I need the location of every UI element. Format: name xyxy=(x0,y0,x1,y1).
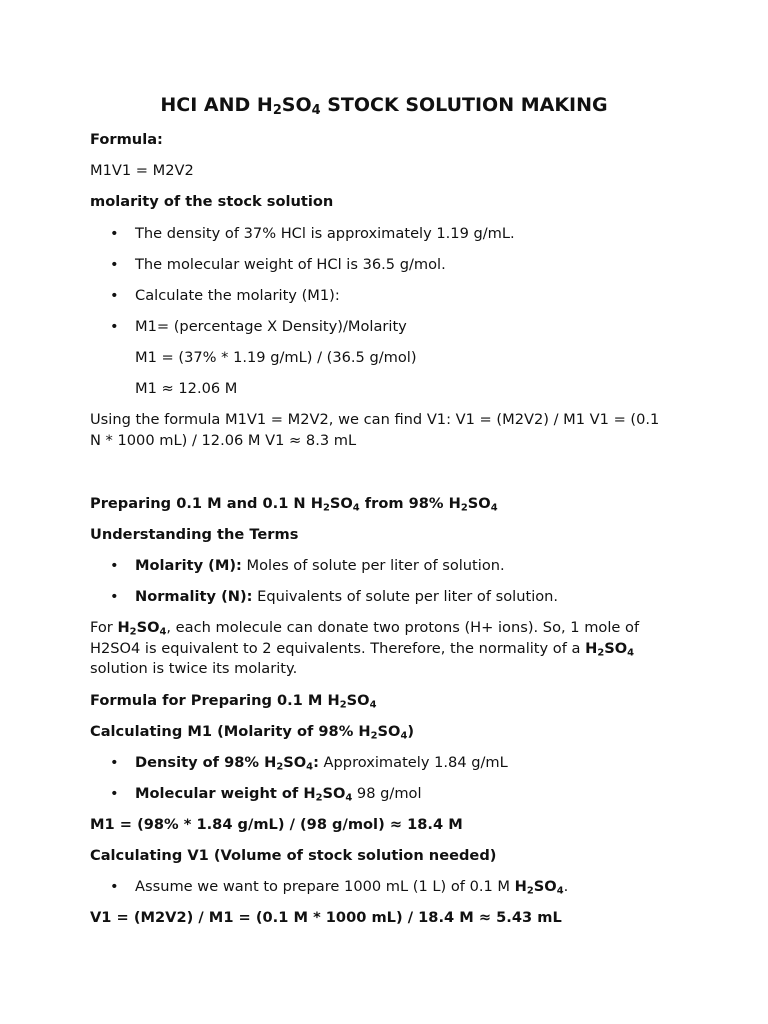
subscript: 4 xyxy=(345,792,353,804)
text-part: : xyxy=(313,754,319,771)
calc-m1-heading xyxy=(90,722,414,742)
list-item xyxy=(135,587,558,607)
h2so4-section-heading xyxy=(90,494,498,514)
term-text: Moles of solute per liter of solution. xyxy=(241,557,505,574)
text-part: SO xyxy=(329,495,353,512)
text-part: SO xyxy=(377,723,401,740)
title-part: HCI AND H xyxy=(160,94,273,116)
text-part: SO xyxy=(467,495,491,512)
v1-result: V1 = (M2V2) / M1 = (0.1 M * 1000 mL) / 18.4 M ≈ 5.43 mL xyxy=(90,909,562,926)
normality-paragraph xyxy=(90,618,660,680)
terms-heading: Understanding the Terms xyxy=(90,526,299,543)
text-part: Approximately 1.84 g/mL xyxy=(318,754,508,771)
text-part: SO xyxy=(283,754,307,771)
page-title xyxy=(0,93,768,117)
bullet-marker: • xyxy=(110,878,119,895)
prep-heading xyxy=(90,691,376,711)
calc-v1-heading: Calculating V1 (Volume of stock solution needed) xyxy=(90,847,497,864)
text-part: 98 g/mol xyxy=(352,785,422,802)
bullet-marker: • xyxy=(110,287,119,304)
term-label: Molarity (M): xyxy=(135,557,242,574)
subscript: 4 xyxy=(311,103,321,119)
subscript: 2 xyxy=(460,502,468,514)
subscript: 2 xyxy=(129,626,137,638)
bullet-marker: • xyxy=(110,557,119,574)
list-item: Calculate the molarity (M1): xyxy=(135,287,340,304)
m1-result: M1 = (98% * 1.84 g/mL) / (98 g/mol) ≈ 18.4 M xyxy=(90,816,463,833)
title-part: STOCK SOLUTION MAKING xyxy=(320,94,608,116)
bullet-marker: • xyxy=(110,318,119,335)
subscript: 2 xyxy=(597,646,605,658)
subscript: 4 xyxy=(556,885,564,897)
subscript: 4 xyxy=(352,502,360,514)
text-part: Assume we want to prepare 1000 mL (1 L) of 0.1 M xyxy=(135,878,515,895)
list-item: The molecular weight of HCl is 36.5 g/mol. xyxy=(135,256,446,273)
text-part: solution is twice its molarity. xyxy=(90,660,298,677)
calc-line: M1 ≈ 12.06 M xyxy=(135,380,238,397)
molarity-heading: molarity of the stock solution xyxy=(90,193,334,210)
calc-line: M1 = (37% * 1.19 g/mL) / (36.5 g/mol) xyxy=(135,349,417,366)
text-part: SO xyxy=(604,639,628,657)
subscript: 2 xyxy=(322,502,330,514)
bullet-marker: • xyxy=(110,256,119,273)
bullet-marker: • xyxy=(110,588,119,605)
bullet-marker: • xyxy=(110,785,119,802)
text-part: Density of 98% H xyxy=(135,754,277,771)
text-part: Molecular weight of H xyxy=(135,785,316,802)
text-part: SO xyxy=(136,619,160,636)
text-part: Formula for Preparing 0.1 M H xyxy=(90,692,340,709)
subscript: 2 xyxy=(370,730,378,742)
list-item xyxy=(135,784,422,804)
list-item: The density of 37% HCl is approximately 1.19 g/mL. xyxy=(135,225,515,242)
subscript: 4 xyxy=(400,730,408,742)
list-item xyxy=(135,753,508,773)
subscript: 2 xyxy=(315,792,323,804)
text-part: H xyxy=(585,639,598,657)
text-part: H xyxy=(514,878,527,895)
subscript: 2 xyxy=(276,761,284,773)
list-item xyxy=(135,877,568,897)
formula-text: M1V1 = M2V2 xyxy=(90,162,194,179)
term-text: Equivalents of solute per liter of solution. xyxy=(252,588,559,605)
text-part: from 98% H xyxy=(359,495,461,512)
term-label: Normality (N): xyxy=(135,588,253,605)
subscript: 4 xyxy=(627,646,635,658)
text-part: ) xyxy=(407,723,415,740)
text-part: SO xyxy=(346,692,370,709)
title-part: SO xyxy=(281,94,312,116)
text-part: SO xyxy=(533,878,557,895)
text-part: . xyxy=(563,878,569,895)
subscript: 4 xyxy=(306,761,314,773)
text-part: H xyxy=(117,619,130,636)
list-item xyxy=(135,556,505,576)
text-part: , each molecule can donate two protons (H+ ions). So, 1 mole of H2SO4 is equivalent to 2 equivalents. Therefore, the normality of a xyxy=(90,619,640,657)
text-part: For xyxy=(90,619,118,636)
bullet-marker: • xyxy=(110,754,119,771)
list-item: M1= (percentage X Density)/Molarity xyxy=(135,318,407,335)
formula-heading: Formula: xyxy=(90,131,163,148)
v1-paragraph: Using the formula M1V1 = M2V2, we can find V1: V1 = (M2V2) / M1 V1 = (0.1 N * 1000 mL) / 12.06 M V1 ≈ 8.3 mL xyxy=(90,411,660,449)
subscript: 2 xyxy=(272,103,282,119)
bullet-marker: • xyxy=(110,225,119,242)
subscript: 4 xyxy=(159,626,167,638)
text-part: SO xyxy=(322,785,346,802)
subscript: 4 xyxy=(490,502,498,514)
text-part: Preparing 0.1 M and 0.1 N H xyxy=(90,495,323,512)
subscript: 2 xyxy=(339,699,347,711)
subscript: 2 xyxy=(526,885,534,897)
subscript: 4 xyxy=(369,699,377,711)
text-part: Calculating M1 (Molarity of 98% H xyxy=(90,723,371,740)
